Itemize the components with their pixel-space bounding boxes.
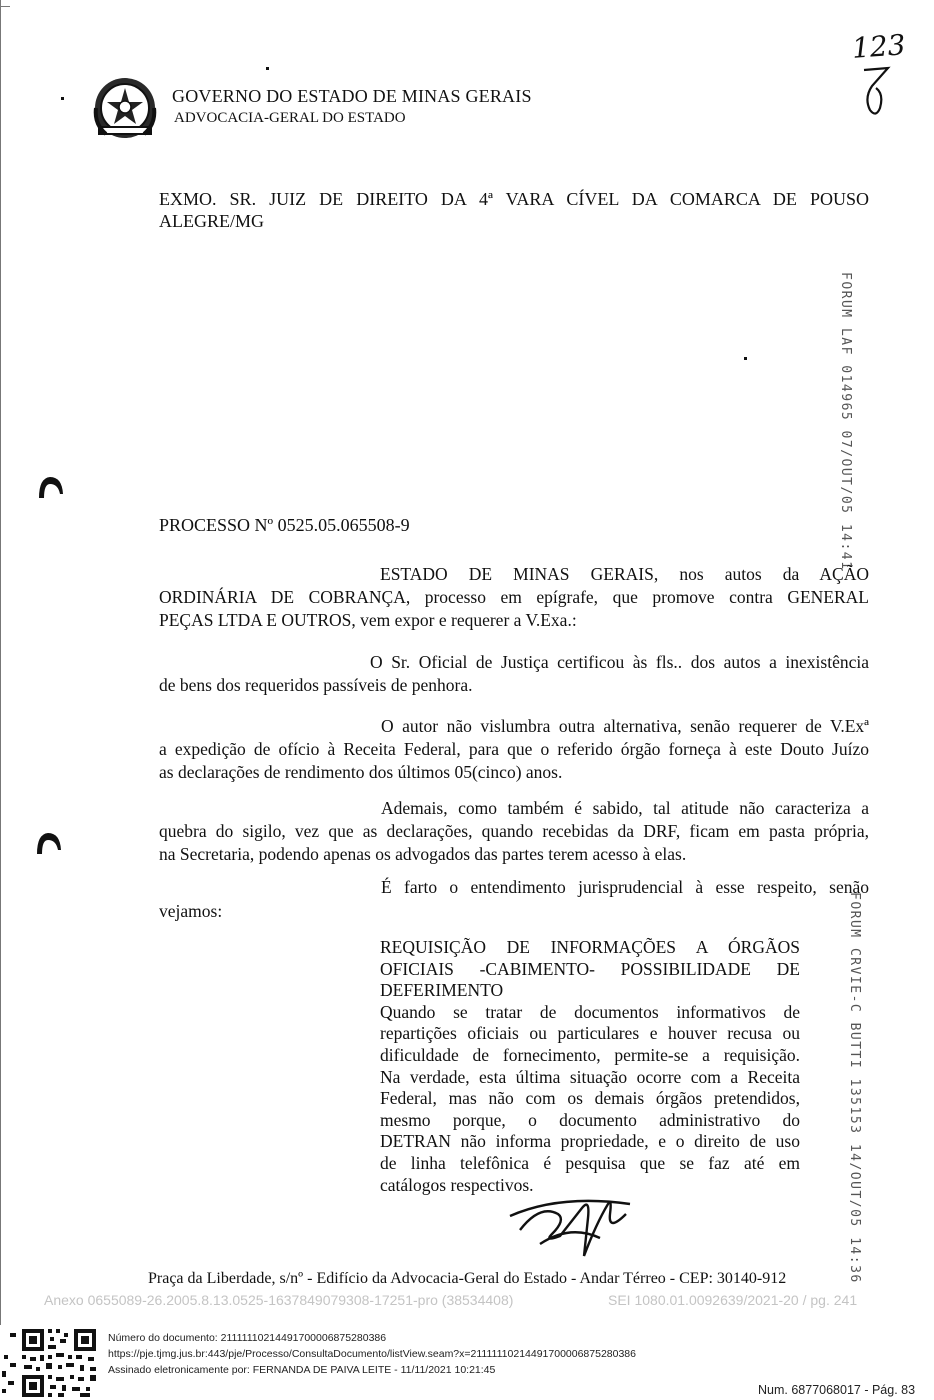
document-page-number: Num. 6877068017 - Pág. 83 [758, 1383, 916, 1397]
left-scan-mark [0, 6, 10, 7]
quote-line: mesmo porque, o documento administrativo do [380, 1109, 800, 1130]
sei-watermark: SEI 1080.01.0092639/2021-20 / pg. 241 [608, 1292, 858, 1308]
quote-line: REQUISIÇÃO DE INFORMAÇÕES A ÓRGÃOS [380, 937, 800, 957]
quote-line: DEFERIMENTO [380, 980, 504, 1001]
header-government: GOVERNO DO ESTADO DE MINAS GERAIS [172, 86, 532, 106]
left-scan-edge [0, 0, 1, 1330]
quote-line: Na verdade, esta última situação ocorre com a Receita [380, 1066, 800, 1087]
quote-line: dificuldade de fornecimento, permite-se a requisição. [380, 1044, 800, 1065]
hole-punch-mark-icon [36, 472, 66, 502]
paragraph-certificate [159, 651, 869, 697]
signed-by: Assinado eletronicamente por: FERNANDA DE PAIVA LEITE - 11/11/2021 10:21:45 [108, 1364, 496, 1376]
document-number: Número do documento: 21111110214491700006875280386 [108, 1332, 387, 1344]
paragraph1-line1: O Sr. Oficial de Justiça certificou às fls.. dos autos a inexistência [370, 652, 869, 672]
paragraph3-line3: na Secretaria, podendo apenas os advogados das partes terem acesso à elas. [159, 844, 687, 864]
handwritten-initial-icon [858, 64, 894, 120]
quote-line: OFICIAIS -CABIMENTO- POSSIBILIDADE DE [380, 958, 800, 979]
intro-line2: ORDINÁRIA DE COBRANÇA, processo em epígrafe, que promove contra GENERAL [159, 587, 869, 607]
paragraph2-line3: as declarações de rendimento dos últimos 05(cinco) anos. [159, 762, 563, 782]
quote-line: Federal, mas não com os demais órgãos pretendidos, [380, 1088, 800, 1109]
addressee-line1: EXMO. SR. JUIZ DE DIREITO DA 4ª VARA CÍVEL DA COMARCA DE POUSO [159, 189, 869, 209]
jurisprudence-quote [380, 937, 800, 1196]
quote-line: de linha telefônica é pesquisa que se faz até em [380, 1152, 800, 1173]
process-number: PROCESSO Nº 0525.05.065508-9 [159, 515, 410, 535]
paragraph4-line2: vejamos: [159, 901, 223, 921]
intro-line1: ESTADO DE MINAS GERAIS, nos autos da AÇÃO [380, 564, 869, 584]
qr-code-icon [0, 1325, 100, 1400]
handwritten-page-number: 123 [850, 28, 907, 65]
scan-speck [266, 67, 269, 70]
coat-of-arms-icon [92, 76, 158, 144]
signature-icon [500, 1174, 640, 1264]
paragraph4-line1: É farto o entendimento jurisprudencial à esse respeito, senão [381, 877, 869, 897]
anexo-watermark: Anexo 0655089-26.2005.8.13.0525-1637849079308-17251-pro (38534408) [44, 1292, 514, 1308]
quote-line: DETRAN não informa propriedade, e o direito de uso [380, 1131, 800, 1152]
paragraph1-line2: de bens dos requeridos passíveis de penhora. [159, 675, 473, 695]
paragraph-request [159, 715, 869, 784]
protocol-stamp-lower: FORUM CRVIE-C BUTTI 135153 14/OUT/05 14:36 [847, 892, 862, 1284]
paragraph2-line2: a expedição de ofício à Receita Federal, para que o referido órgão forneça à este Douto Juízo [159, 739, 869, 759]
paragraph3-line2: quebra do sigilo, vez que as declarações, quando recebidas da DRF, ficam em pasta própria, [159, 821, 869, 841]
addressee-line2: ALEGRE/MG [159, 211, 264, 231]
hole-punch-mark-icon [34, 828, 64, 858]
intro-line3: PEÇAS LTDA E OUTROS, vem expor e requerer a V.Exa.: [159, 610, 577, 630]
scan-speck [744, 357, 747, 360]
scan-speck [61, 97, 64, 100]
quote-line: repartições oficiais ou particulares e houver recusa ou [380, 1023, 800, 1044]
footer-address: Praça da Liberdade, s/nº - Edifício da Advocacia-Geral do Estado - Andar Térreo - CEP: 30140-912 [148, 1270, 787, 1287]
intro-paragraph [159, 563, 869, 632]
paragraph3-line1: Ademais, como também é sabido, tal atitude não caracteriza a [381, 798, 869, 818]
quote-line: catálogos respectivos. [380, 1174, 534, 1195]
paragraph2-line1: O autor não vislumbra outra alternativa, senão requerer de V.Exª [381, 716, 869, 736]
protocol-stamp-upper: FORUM LAF 014965 07/OUT/05 14:41 [838, 272, 853, 571]
paragraph-secrecy [159, 797, 869, 866]
document-url[interactable]: https://pje.tjmg.jus.br:443/pje/Processo/ConsultaDocumento/listView.seam?x=21111110214491700006875280386 [108, 1348, 636, 1360]
quote-line: Quando se tratar de documentos informativos de [380, 1001, 800, 1022]
header-agency: ADVOCACIA-GERAL DO ESTADO [174, 110, 406, 126]
